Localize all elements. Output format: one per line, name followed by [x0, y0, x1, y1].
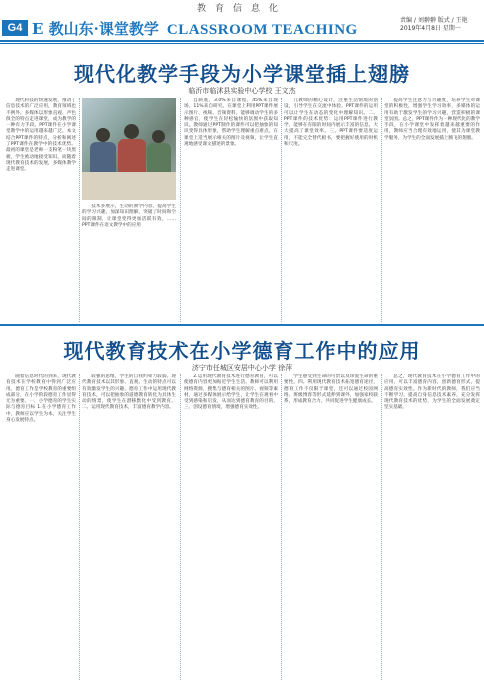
article1-column-3	[184, 98, 278, 322]
article2-paragraph: 随着信息时代的到来，现代教育技术在学校教育中得到广泛应用。德育工作是学校教育的重要组成部分，在小学阶段德育工作显得尤为重要。一、小学德育的学生实际与德育目标 1.在小学德育工作中，教师应以学生为本，关注学生身心发展特点。	[6, 374, 76, 424]
article1-photo	[82, 98, 176, 200]
column-divider	[180, 98, 181, 322]
section-title	[32, 18, 358, 39]
article-separator	[0, 324, 484, 326]
article1-column-4	[284, 98, 378, 322]
article1-column-5	[384, 98, 480, 322]
article2-column-2	[82, 374, 176, 680]
article2-column-5	[384, 374, 480, 680]
page-number: G4	[2, 20, 28, 36]
header-meta	[400, 17, 482, 33]
column-divider	[281, 98, 282, 322]
header-rule-thin	[0, 43, 484, 44]
article2-paragraph: 总之，现代教育技术在小学德育工作中的应用，可以丰富德育内容，创新德育形式，提高德育实效性。作为新时代的教师，我们应当不断学习，提高自身信息技术素养，充分发挥现代教育技术的优势，为学生的全面发展奠定坚实基础。	[384, 374, 480, 411]
issue-date: 2019年4月8日 星期一	[400, 25, 461, 32]
article1-byline: 临沂市临沭县实验中心学校 王文杰	[188, 87, 296, 95]
article2-byline: 济宁市任城区安居中心小学 徐萍	[191, 364, 293, 372]
masthead-banner: 教育信息化	[196, 3, 287, 14]
article1-column-2	[82, 204, 176, 322]
article2-paragraph: 较强的思维，学生的自我约束力较弱。现代教育技术以其形象、直观、生动的特点可以有效激发学生的兴趣，德育工作中运用现代教育技术，可以把抽象的道德教育转化为具体生动的情景，使学生在潜移默化中受到教育。二、运用现代教育技术，丰富德育教学内容。	[82, 374, 176, 411]
article2-column-1	[6, 374, 76, 680]
article1-paragraph: 自制底，3.0%来自课程，45%来自现场，11%来自研究。在课堂上利用PPT课件展示图片、视频、音频资料，能够调动学生的多种感官，使学生在轻松愉快的氛围中获取知识。教师通过PPT制作的课件可以把抽象的知识变得具体形象，帮助学生理解重点难点。在课堂上适当展示相关的图片及视频，让学生直观地感受课文描述的景象。	[184, 98, 278, 148]
article1-column-1	[6, 98, 76, 322]
section-title-cn: E 教山东·课堂教学	[32, 20, 159, 38]
section-title-en: CLASSROOM TEACHING	[166, 22, 358, 38]
column-divider	[79, 374, 80, 680]
article1-headline: 现代化教学手段为小学课堂插上翅膀	[74, 62, 410, 86]
column-divider	[79, 98, 80, 322]
article2-paragraph: 学生感受到生命的可贵以及珍爱生命的重要性。四、利用现代教育技术拓宽德育途径，德育工作不仅限于课堂，还可以通过校园网络、班级博客等形式延伸到课外，加强家校联系，形成教育合力，共同促进学生健康成长。	[284, 374, 378, 405]
article2-paragraph: 2.运用现代教育技术进行德育教育，可以使德育内容更加贴近学生生活。教师可以利用网络资源，搜集与德育相关的图片、视频等素材，通过多媒体展示给学生，让学生在观看中受到感染和启发，从而达到德育教育的目的。三、创设德育情境，增强德育实效性。	[184, 374, 278, 411]
column-divider	[381, 98, 382, 322]
article1-paragraph: 儿教师的精心设计，注重生活情境的创设，引导学生在交流中体验。PPT课件的运用可以让学生在动态的变化中理解知识。二、PPT课件的技术优势：运用PPT课件进行教学，能够在有限的时间内展示丰富的信息，大大提高了课堂效率。三、PPT课件要适度运用，不能完全替代板书，要把握好使用的时机和尺度。	[284, 98, 378, 148]
article1-paragraph: 提高学生注意力与兴趣度，培养学生对课堂的积极性，增强学生学习效率，多媒体的运用有助于激发学生的学习兴趣，营造积极的课堂氛围。总之，PPT课件作为一种现代化的教学手段，在小学课堂中发挥着越来越重要的作用，教师应当合理有效地运用，使其为课堂教学服务，为学生的全面发展插上腾飞的翅膀。	[384, 98, 480, 141]
column-divider	[381, 374, 382, 680]
header-rule	[0, 40, 484, 42]
column-divider	[281, 374, 282, 680]
column-divider	[180, 374, 181, 680]
editor-credit: 责编 / 刘翀翀 版式 / 王艳	[400, 17, 468, 24]
article2-column-3	[184, 374, 278, 680]
article2-column-4	[284, 374, 378, 680]
article2-headline: 现代教育技术在小学德育工作中的应用	[63, 339, 421, 363]
article1-paragraph: 技术多展示，生动的教学内容，提高学生的学习兴趣，加深知识理解，突破了时间和空间的限制，让课堂变得更加活跃有效。……PPT课件在语文教学中的应用	[82, 204, 176, 228]
article1-paragraph: 现代科技的快速发展，推动了信息技术的广泛应用，教育领域也不例外。多媒体以形象直观、声色俱全的特点走进课堂，成为教学的一种有力手段。PPT课件在小学课堂教学中的运用越来越广泛。本文结合PPT课件的特点，分析和阐述了PPT课件在教学中的技术优势。最初的课堂是老师一支粉笔一块黑板，学生被动地接受知识，而随着现代教育技术的发展，多媒体教学走进课堂。	[6, 98, 76, 173]
